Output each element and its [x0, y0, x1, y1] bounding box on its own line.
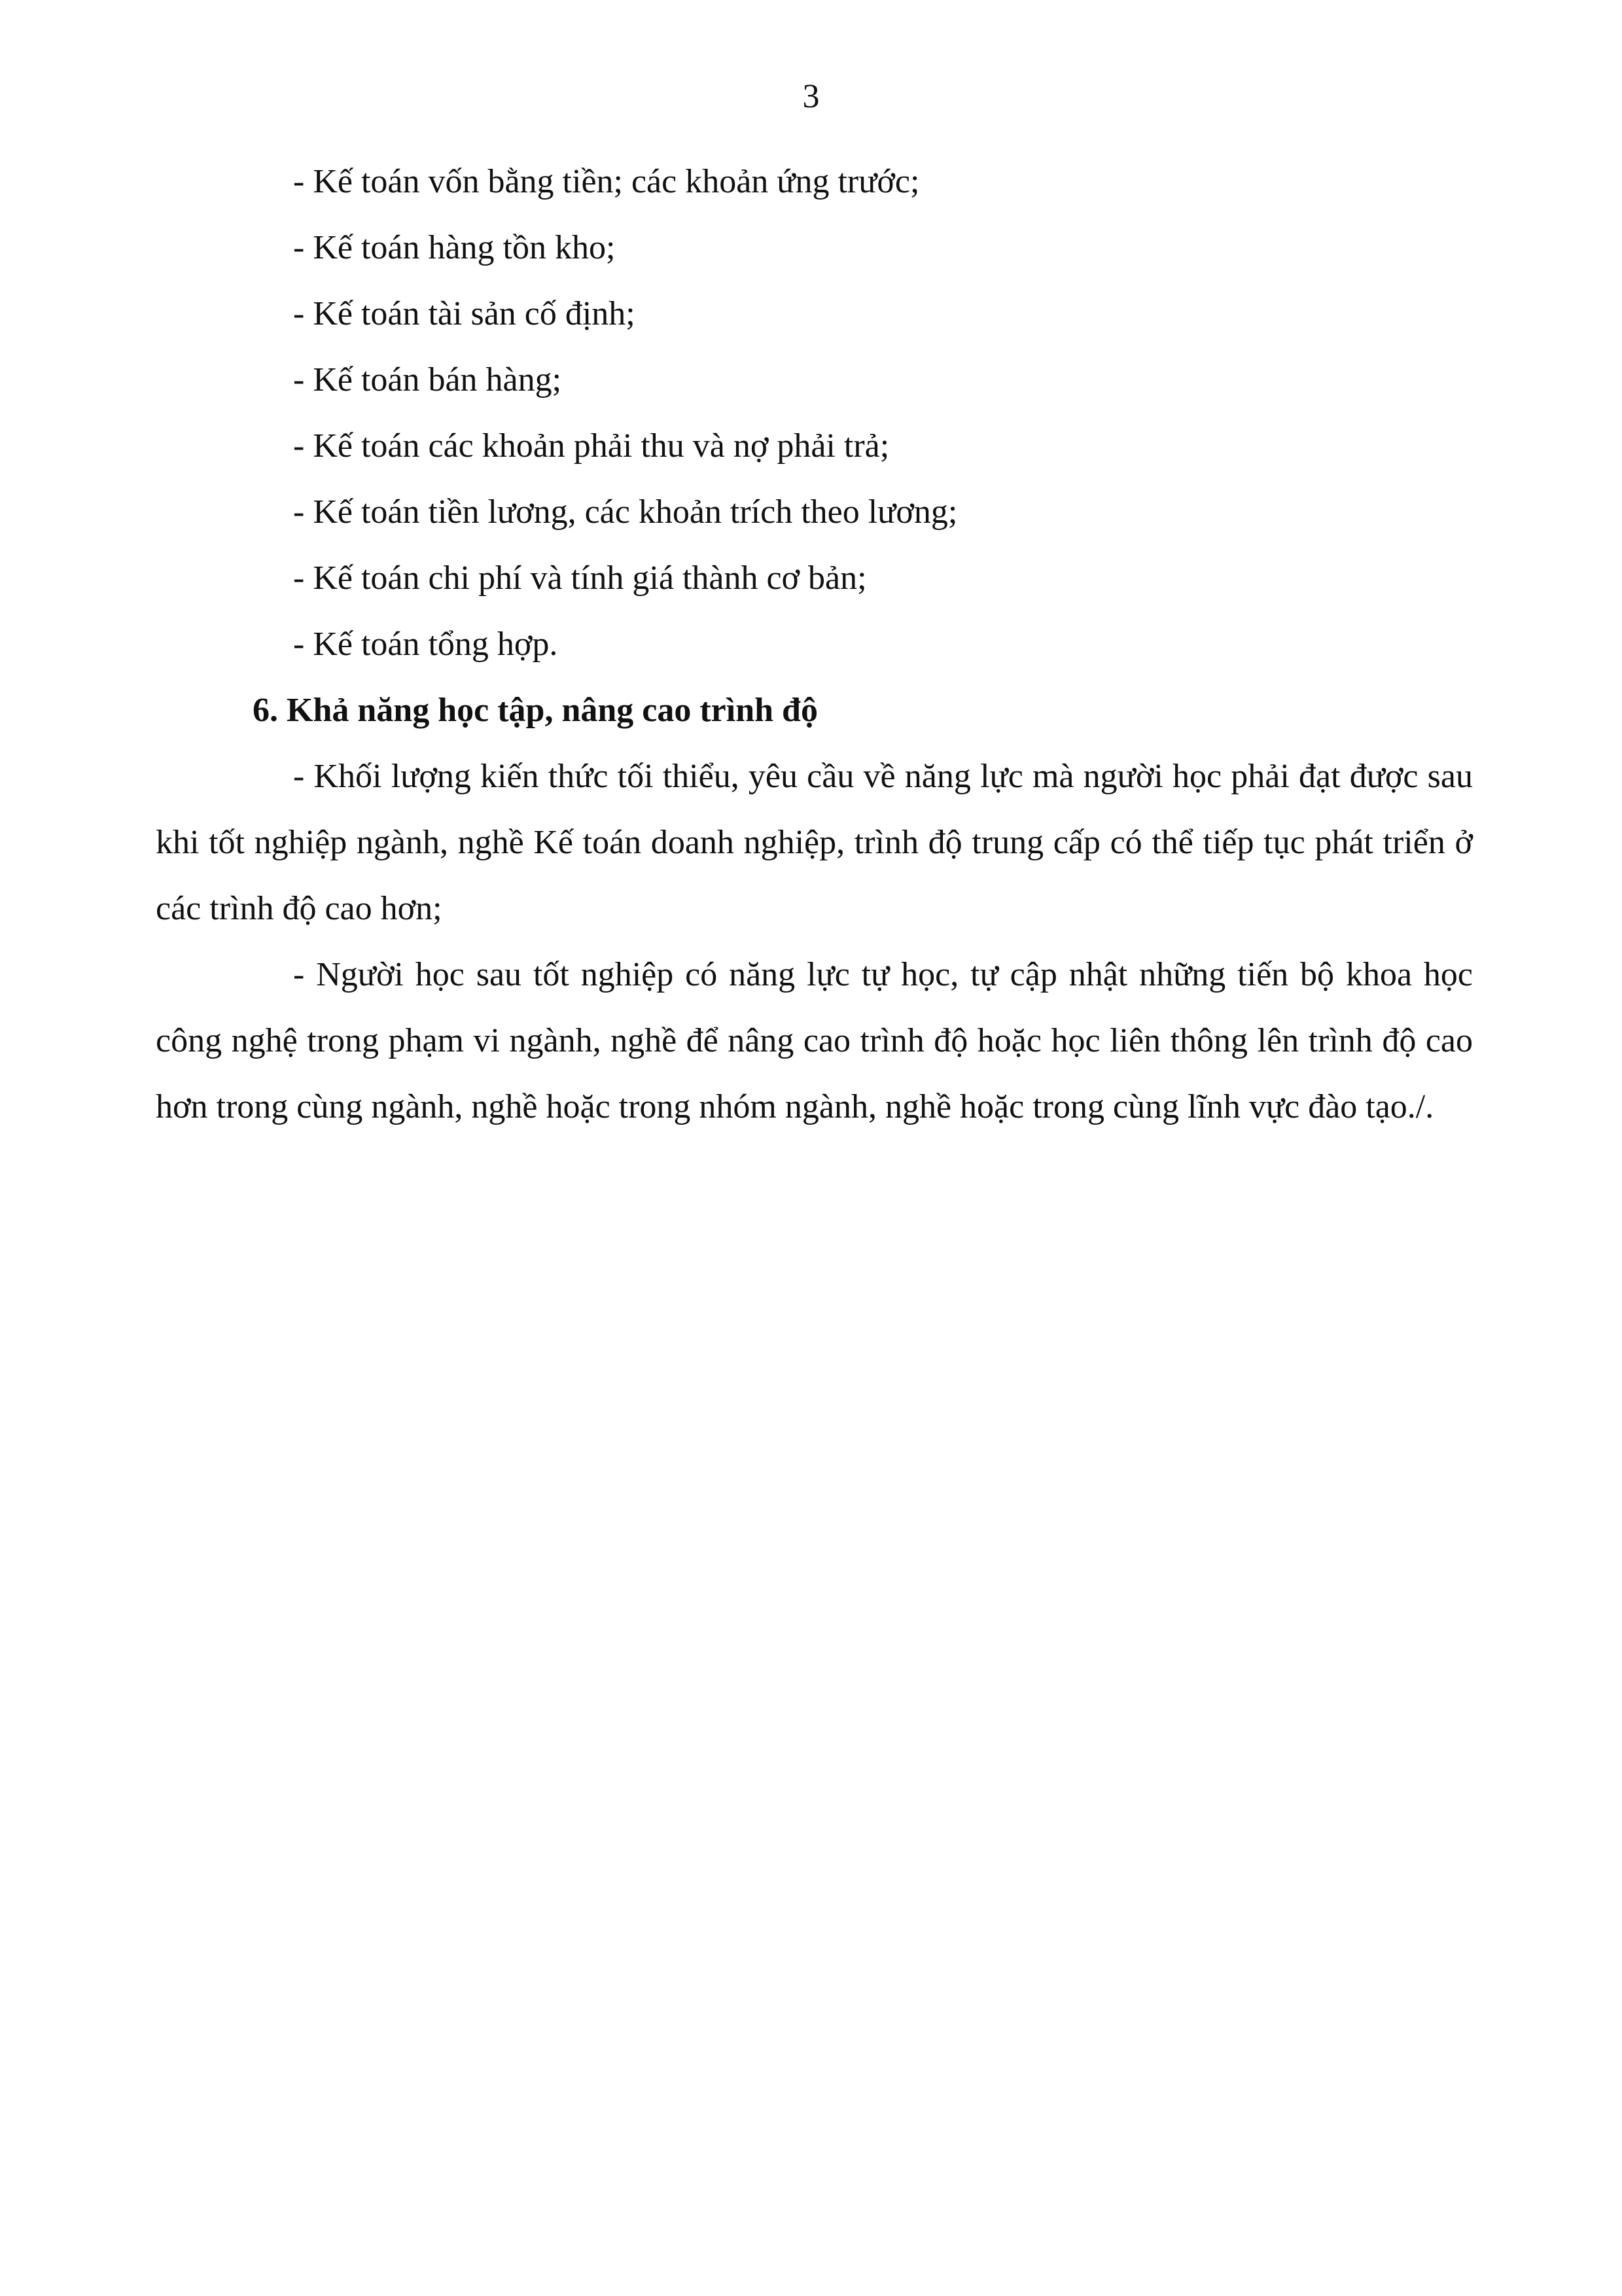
- list-item: - Kế toán các khoản phải thu và nợ phải trả;: [293, 427, 890, 465]
- list-item: - Kế toán tiền lương, các khoản trích theo lương;: [293, 493, 958, 531]
- paragraph: - Người học sau tốt nghiệp có năng lực tự học, tự cập nhật những tiến bộ khoa học công nghệ trong phạm vi ngành, nghề để nâng cao trình độ hoặc học liên thông lên trình độ cao hơn trong cùng ngành, nghề hoặc trong nhóm ngành, nghề hoặc trong cùng lĩnh vực đào tạo./.: [156, 956, 1473, 1125]
- list-item: - Kế toán vốn bằng tiền; các khoản ứng trước;: [293, 163, 920, 200]
- document-body: [156, 160, 1473, 1140]
- list-item: - Kế toán tài sản cố định;: [293, 295, 635, 332]
- list-item: - Kế toán chi phí và tính giá thành cơ bản;: [293, 559, 867, 597]
- list-item: - Kế toán bán hàng;: [293, 361, 562, 398]
- list-item: - Kế toán hàng tồn kho;: [293, 229, 616, 266]
- section-heading: 6. Khả năng học tập, nâng cao trình độ: [253, 692, 818, 729]
- list-item: - Kế toán tổng hợp.: [293, 626, 558, 663]
- paragraph: - Khối lượng kiến thức tối thiểu, yêu cầu về năng lực mà người học phải đạt được sau khi tốt nghiệp ngành, nghề Kế toán doanh nghiệp, trình độ trung cấp có thể tiếp tục phát triển ở các trình độ cao hơn;: [156, 758, 1473, 927]
- page-number: 3: [802, 78, 820, 115]
